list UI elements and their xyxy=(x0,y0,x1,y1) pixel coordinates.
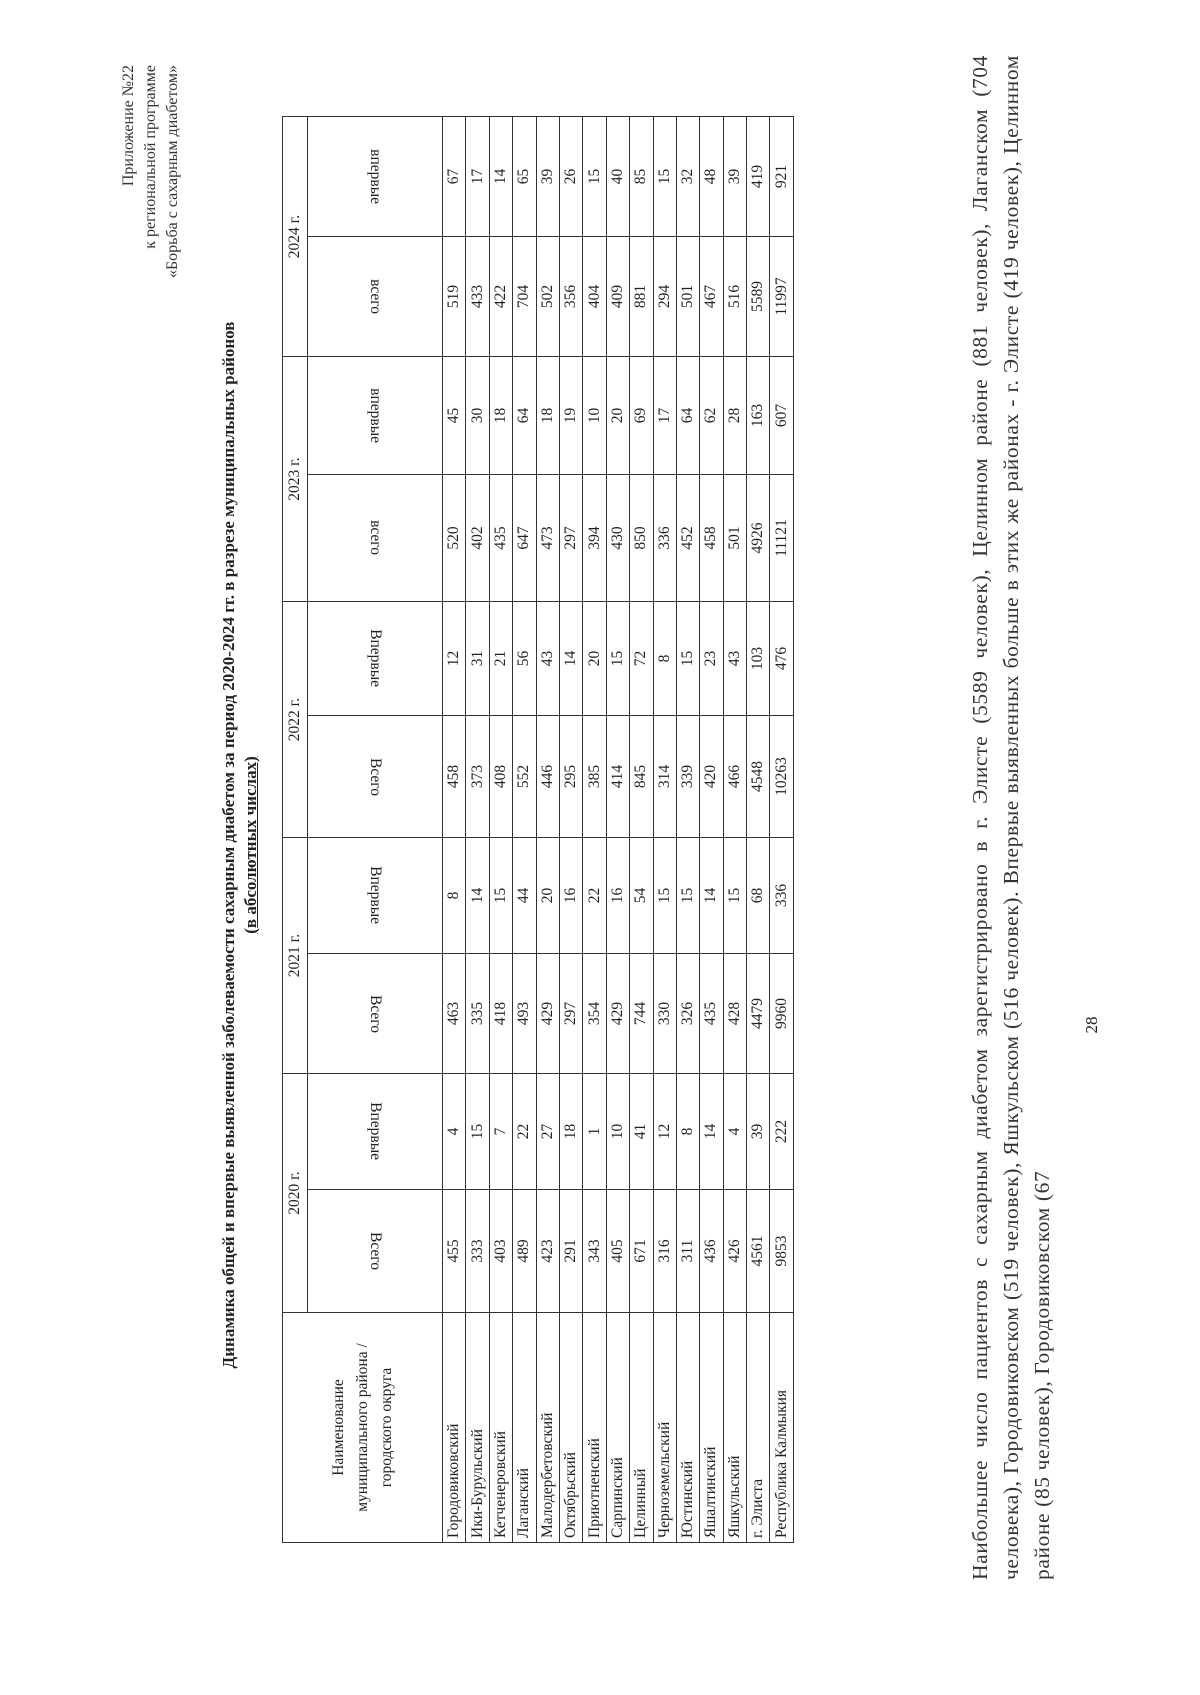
value-cell: 1 xyxy=(583,1074,606,1190)
value-cell: 22 xyxy=(513,1074,536,1190)
year-header-2020: 2020 г. xyxy=(283,1074,308,1313)
page-number: 28 xyxy=(1082,1016,1101,1034)
row-name-cell: Октябрьский xyxy=(559,1313,582,1543)
row-name-cell: Юстинский xyxy=(676,1313,699,1543)
value-cell: 435 xyxy=(700,954,723,1074)
row-name-cell: Сарпинский xyxy=(606,1313,629,1543)
value-cell: 11997 xyxy=(770,237,793,357)
value-cell: 8 xyxy=(443,838,466,954)
value-cell: 408 xyxy=(489,716,512,838)
name-column-header xyxy=(283,1313,443,1543)
subheader-cell xyxy=(308,357,443,475)
row-name-cell: Малодербетовский xyxy=(536,1313,559,1543)
year-header-2021: 2021 г. xyxy=(283,838,308,1074)
value-cell: 56 xyxy=(513,602,536,716)
value-cell: 414 xyxy=(606,716,629,838)
subheader-cell xyxy=(308,716,443,838)
subheader-cell xyxy=(308,838,443,954)
subheader-label: Всего xyxy=(367,994,384,1033)
value-cell: 16 xyxy=(606,838,629,954)
table-row xyxy=(489,117,512,1543)
value-cell: 343 xyxy=(583,1190,606,1313)
value-cell: 11121 xyxy=(770,475,793,602)
value-cell: 435 xyxy=(489,475,512,602)
value-cell: 467 xyxy=(700,237,723,357)
subheader-label: всего xyxy=(367,279,384,314)
value-cell: 4 xyxy=(443,1074,466,1190)
value-cell: 68 xyxy=(747,838,770,954)
value-cell: 493 xyxy=(513,954,536,1074)
value-cell: 502 xyxy=(536,237,559,357)
subheader-cell xyxy=(308,1074,443,1190)
value-cell: 15 xyxy=(653,838,676,954)
value-cell: 20 xyxy=(536,838,559,954)
value-cell: 45 xyxy=(443,357,466,475)
value-cell: 436 xyxy=(700,1190,723,1313)
value-cell: 62 xyxy=(700,357,723,475)
value-cell: 16 xyxy=(559,838,582,954)
subheader-label: Впервые xyxy=(367,629,384,688)
subheader-label: впервые xyxy=(367,388,384,443)
table-title: Динамика общей и впервые выявленной заболеваемости сахарным диабетом за период 2020-2024 гг. в разрезе муниципальных районов xyxy=(219,321,238,1369)
value-cell: 23 xyxy=(700,602,723,716)
value-cell: 21 xyxy=(489,602,512,716)
subheader-cell xyxy=(308,475,443,602)
value-cell: 64 xyxy=(676,357,699,475)
value-cell: 12 xyxy=(653,1074,676,1190)
value-cell: 333 xyxy=(466,1190,489,1313)
value-cell: 501 xyxy=(723,475,746,602)
value-cell: 26 xyxy=(559,117,582,237)
value-cell: 489 xyxy=(513,1190,536,1313)
value-cell: 39 xyxy=(536,117,559,237)
row-name-cell: Черноземельский xyxy=(653,1313,676,1543)
value-cell: 403 xyxy=(489,1190,512,1313)
value-cell: 69 xyxy=(630,357,653,475)
value-cell: 501 xyxy=(676,237,699,357)
value-cell: 520 xyxy=(443,475,466,602)
table-row xyxy=(770,117,793,1543)
value-cell: 103 xyxy=(747,602,770,716)
value-cell: 8 xyxy=(676,1074,699,1190)
value-cell: 19 xyxy=(559,357,582,475)
value-cell: 422 xyxy=(489,237,512,357)
subheader-label: Всего xyxy=(367,1232,384,1271)
value-cell: 921 xyxy=(770,117,793,237)
value-cell: 7 xyxy=(489,1074,512,1190)
value-cell: 426 xyxy=(723,1190,746,1313)
value-cell: 30 xyxy=(466,357,489,475)
value-cell: 65 xyxy=(513,117,536,237)
table-row xyxy=(466,117,489,1543)
value-cell: 4548 xyxy=(747,716,770,838)
subheader-label: Впервые xyxy=(367,1102,384,1161)
value-cell: 339 xyxy=(676,716,699,838)
value-cell: 43 xyxy=(723,602,746,716)
table-row xyxy=(606,117,629,1543)
summary-paragraph: Наибольшее число пациентов с сахарным диабетом зарегистрировано в г. Элисте (5589 человек), Целинном районе (881 человек), Лаганском (704 человека), Городовиковском (519 человек), Яшкульском (516 человек). Впервые выявленных больше в этих же районах - г. Элисте (419 человек), Целинном районе (85 человек), Городовиковском (67 xyxy=(968,55,1054,1580)
subheader-label: всего xyxy=(367,520,384,556)
value-cell: 335 xyxy=(466,954,489,1074)
value-cell: 405 xyxy=(606,1190,629,1313)
value-cell: 43 xyxy=(536,602,559,716)
subheader-cell xyxy=(308,954,443,1074)
value-cell: 297 xyxy=(559,954,582,1074)
table-row xyxy=(723,117,746,1543)
row-name-cell: Яшалтинский xyxy=(700,1313,723,1543)
value-cell: 409 xyxy=(606,237,629,357)
appendix-line-1: Приложение №22 xyxy=(120,65,137,187)
value-cell: 17 xyxy=(653,357,676,475)
value-cell: 354 xyxy=(583,954,606,1074)
value-cell: 314 xyxy=(653,716,676,838)
value-cell: 28 xyxy=(723,357,746,475)
value-cell: 14 xyxy=(489,117,512,237)
value-cell: 744 xyxy=(630,954,653,1074)
value-cell: 72 xyxy=(630,602,653,716)
year-header-2023: 2023 г. xyxy=(283,357,308,602)
value-cell: 15 xyxy=(466,1074,489,1190)
value-cell: 519 xyxy=(443,237,466,357)
value-cell: 607 xyxy=(770,357,793,475)
value-cell: 32 xyxy=(676,117,699,237)
value-cell: 446 xyxy=(536,716,559,838)
table-subtitle-text: (в абсолютных числах) xyxy=(241,756,260,934)
appendix-line-2: к региональной программе xyxy=(142,65,159,249)
value-cell: 14 xyxy=(466,838,489,954)
value-cell: 9853 xyxy=(770,1190,793,1313)
value-cell: 10 xyxy=(606,1074,629,1190)
row-name-cell: Кетченеровский xyxy=(489,1313,512,1543)
value-cell: 473 xyxy=(536,475,559,602)
subheader-cell xyxy=(308,237,443,357)
year-header-2024: 2024 г. xyxy=(283,117,308,357)
value-cell: 452 xyxy=(676,475,699,602)
value-cell: 15 xyxy=(489,838,512,954)
year-header-2022: 2022 г. xyxy=(283,602,308,838)
value-cell: 163 xyxy=(747,357,770,475)
value-cell: 40 xyxy=(606,117,629,237)
value-cell: 881 xyxy=(630,237,653,357)
value-cell: 48 xyxy=(700,117,723,237)
value-cell: 466 xyxy=(723,716,746,838)
value-cell: 291 xyxy=(559,1190,582,1313)
row-name-cell: Целинный xyxy=(630,1313,653,1543)
value-cell: 22 xyxy=(583,838,606,954)
value-cell: 39 xyxy=(723,117,746,237)
value-cell: 404 xyxy=(583,237,606,357)
value-cell: 10263 xyxy=(770,716,793,838)
value-cell: 356 xyxy=(559,237,582,357)
value-cell: 85 xyxy=(630,117,653,237)
value-cell: 17 xyxy=(466,117,489,237)
appendix-line-3: «Борьба с сахарным диабетом» xyxy=(164,65,181,278)
value-cell: 336 xyxy=(653,475,676,602)
value-cell: 385 xyxy=(583,716,606,838)
value-cell: 429 xyxy=(606,954,629,1074)
value-cell: 15 xyxy=(676,602,699,716)
value-cell: 54 xyxy=(630,838,653,954)
value-cell: 516 xyxy=(723,237,746,357)
value-cell: 463 xyxy=(443,954,466,1074)
value-cell: 476 xyxy=(770,602,793,716)
table-row xyxy=(443,117,466,1543)
value-cell: 297 xyxy=(559,475,582,602)
value-cell: 27 xyxy=(536,1074,559,1190)
value-cell: 394 xyxy=(583,475,606,602)
value-cell: 373 xyxy=(466,716,489,838)
table-body xyxy=(443,117,794,1543)
value-cell: 418 xyxy=(489,954,512,1074)
value-cell: 18 xyxy=(559,1074,582,1190)
value-cell: 428 xyxy=(723,954,746,1074)
value-cell: 18 xyxy=(536,357,559,475)
row-name-cell: Лаганский xyxy=(513,1313,536,1543)
value-cell: 15 xyxy=(583,117,606,237)
subheader-cell xyxy=(308,117,443,237)
value-cell: 8 xyxy=(653,602,676,716)
row-name-cell: Яшкульский xyxy=(723,1313,746,1543)
table-row xyxy=(583,117,606,1543)
value-cell: 419 xyxy=(747,117,770,237)
value-cell: 552 xyxy=(513,716,536,838)
value-cell: 402 xyxy=(466,475,489,602)
row-name-cell: Городовиковский xyxy=(443,1313,466,1543)
name-header-line-2: муниципального района / xyxy=(353,1343,371,1512)
value-cell: 330 xyxy=(653,954,676,1074)
value-cell: 15 xyxy=(676,838,699,954)
value-cell: 430 xyxy=(606,475,629,602)
value-cell: 294 xyxy=(653,237,676,357)
name-header-line-1: Наименование xyxy=(329,1379,347,1476)
value-cell: 4 xyxy=(723,1074,746,1190)
value-cell: 39 xyxy=(747,1074,770,1190)
value-cell: 4479 xyxy=(747,954,770,1074)
value-cell: 15 xyxy=(723,838,746,954)
value-cell: 4561 xyxy=(747,1190,770,1313)
table-row xyxy=(653,117,676,1543)
row-name-cell: Ики-Бурульский xyxy=(466,1313,489,1543)
table-row xyxy=(747,117,770,1543)
value-cell: 845 xyxy=(630,716,653,838)
table-row xyxy=(630,117,653,1543)
table-row xyxy=(513,117,536,1543)
value-cell: 222 xyxy=(770,1074,793,1190)
appendix-note xyxy=(118,65,184,320)
value-cell: 458 xyxy=(700,475,723,602)
subheader-label: Всего xyxy=(367,757,384,796)
table-header-years xyxy=(283,117,308,1543)
value-cell: 336 xyxy=(770,838,793,954)
value-cell: 326 xyxy=(676,954,699,1074)
value-cell: 14 xyxy=(559,602,582,716)
value-cell: 704 xyxy=(513,237,536,357)
value-cell: 18 xyxy=(489,357,512,475)
value-cell: 433 xyxy=(466,237,489,357)
value-cell: 14 xyxy=(700,838,723,954)
value-cell: 4926 xyxy=(747,475,770,602)
value-cell: 311 xyxy=(676,1190,699,1313)
table-subtitle xyxy=(240,155,262,1535)
value-cell: 850 xyxy=(630,475,653,602)
table-row xyxy=(536,117,559,1543)
value-cell: 15 xyxy=(653,117,676,237)
value-cell: 15 xyxy=(606,602,629,716)
value-cell: 14 xyxy=(700,1074,723,1190)
value-cell: 20 xyxy=(606,357,629,475)
value-cell: 429 xyxy=(536,954,559,1074)
subheader-label: впервые xyxy=(367,149,384,204)
value-cell: 10 xyxy=(583,357,606,475)
row-name-cell: Приютненский xyxy=(583,1313,606,1543)
subheader-cell xyxy=(308,1190,443,1313)
value-cell: 423 xyxy=(536,1190,559,1313)
row-name-cell: г. Элиста xyxy=(747,1313,770,1543)
value-cell: 647 xyxy=(513,475,536,602)
value-cell: 420 xyxy=(700,716,723,838)
value-cell: 9960 xyxy=(770,954,793,1074)
subheader-label: Впервые xyxy=(367,866,384,925)
value-cell: 44 xyxy=(513,838,536,954)
value-cell: 64 xyxy=(513,357,536,475)
value-cell: 20 xyxy=(583,602,606,716)
value-cell: 671 xyxy=(630,1190,653,1313)
value-cell: 5589 xyxy=(747,237,770,357)
incidence-table xyxy=(282,116,794,1543)
table-row xyxy=(559,117,582,1543)
value-cell: 316 xyxy=(653,1190,676,1313)
row-name-cell: Республика Калмыкия xyxy=(770,1313,793,1543)
value-cell: 31 xyxy=(466,602,489,716)
value-cell: 455 xyxy=(443,1190,466,1313)
subheader-cell xyxy=(308,602,443,716)
value-cell: 12 xyxy=(443,602,466,716)
value-cell: 295 xyxy=(559,716,582,838)
name-header-line-3: городского округа xyxy=(377,1367,395,1488)
value-cell: 41 xyxy=(630,1074,653,1190)
value-cell: 67 xyxy=(443,117,466,237)
table-row xyxy=(700,117,723,1543)
value-cell: 458 xyxy=(443,716,466,838)
table-row xyxy=(676,117,699,1543)
